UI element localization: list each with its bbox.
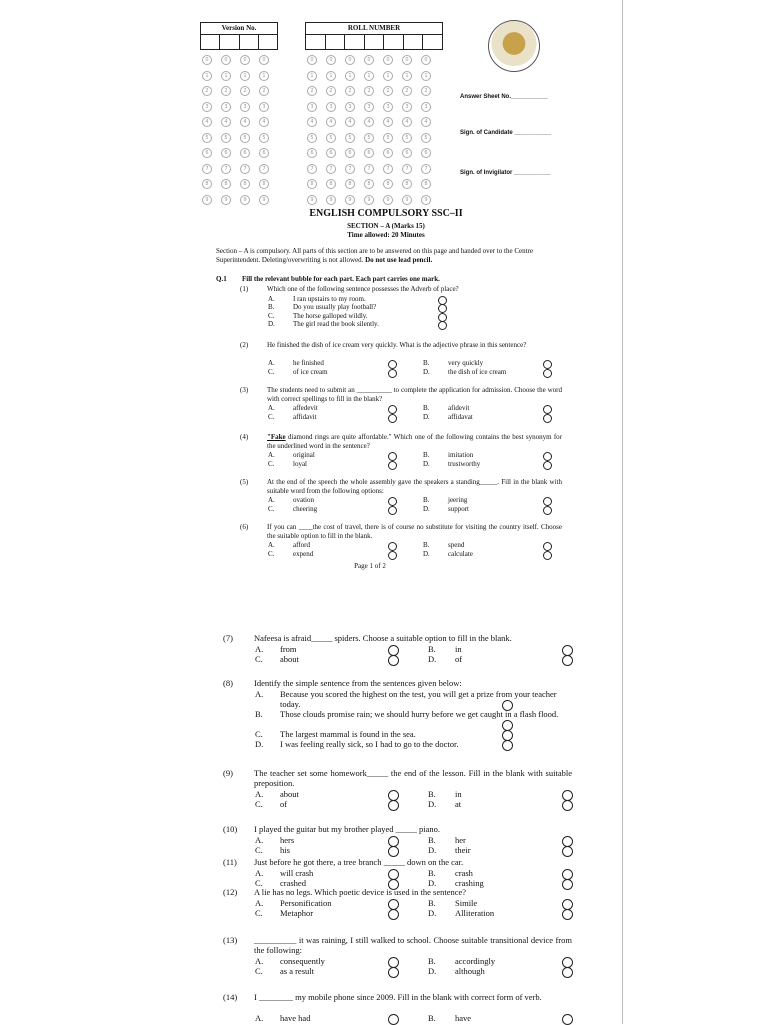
option-letter: D. xyxy=(428,654,437,664)
answer-bubble[interactable] xyxy=(562,846,573,857)
digit-bubble[interactable]: 2 xyxy=(240,86,250,96)
digit-bubble[interactable]: 9 xyxy=(364,195,374,205)
option-letter: A. xyxy=(268,496,275,504)
option-letter: C. xyxy=(268,459,275,468)
digit-bubble[interactable]: 6 xyxy=(326,148,336,158)
answer-bubble[interactable] xyxy=(388,506,397,515)
q1-instruction: Fill the relevant bubble for each part. Each part carries one mark. xyxy=(242,275,440,283)
digit-bubble[interactable]: 9 xyxy=(326,195,336,205)
question-number: (4) xyxy=(240,433,249,441)
option-text: I ran upstairs to my room. xyxy=(293,294,366,303)
digit-bubble[interactable]: 2 xyxy=(402,86,412,96)
digit-bubble[interactable]: 8 xyxy=(364,179,374,189)
digit-bubble[interactable]: 9 xyxy=(421,195,431,205)
digit-bubble[interactable]: 8 xyxy=(202,179,212,189)
answer-bubble[interactable] xyxy=(543,461,552,470)
option-text: about xyxy=(280,654,299,664)
question-text: I ________ my mobile phone since 2009. Fill in the blank with correct form of verb. xyxy=(254,992,542,1002)
question-number: (14) xyxy=(223,992,238,1002)
option-text: loyal xyxy=(293,459,307,468)
digit-bubble[interactable]: 0 xyxy=(202,55,212,65)
option-text: Personification xyxy=(280,898,332,908)
question-text: At the end of the speech the whole assembly gave the speakers a standing_____. Fill in the blank with suitable word from the following options: xyxy=(267,478,562,495)
option-letter: B. xyxy=(428,956,436,966)
digit-bubble[interactable]: 5 xyxy=(402,133,412,143)
answer-bubble[interactable] xyxy=(388,551,397,560)
answer-bubble[interactable] xyxy=(388,909,399,920)
digit-bubble[interactable]: 5 xyxy=(421,133,431,143)
digit-bubble[interactable]: 5 xyxy=(326,133,336,143)
option-text: of ice cream xyxy=(293,367,328,376)
option-text: of xyxy=(280,799,288,809)
option-text: Because you scored the highest on the test, you will get a prize from your teacher today. xyxy=(280,689,557,709)
digit-bubble[interactable]: 7 xyxy=(345,164,355,174)
option-letter: A. xyxy=(255,898,264,908)
option-letter: C. xyxy=(255,845,263,855)
digit-bubble[interactable]: 6 xyxy=(364,148,374,158)
option-letter: C. xyxy=(255,966,263,976)
question-number: (6) xyxy=(240,523,249,531)
option-text: expend xyxy=(293,549,314,558)
digit-bubble[interactable]: 2 xyxy=(421,86,431,96)
option-letter: C. xyxy=(255,729,263,739)
question-number: (10) xyxy=(223,824,238,834)
board-seal-logo xyxy=(488,20,540,72)
option-letter: D. xyxy=(423,504,430,513)
option-text: Do you usually play football? xyxy=(293,303,377,311)
digit-bubble[interactable]: 3 xyxy=(345,102,355,112)
option-text: imitation xyxy=(448,451,474,459)
option-letter: C. xyxy=(255,908,263,918)
digit-bubble[interactable]: 6 xyxy=(221,148,231,158)
option-text: although xyxy=(455,966,485,976)
digit-bubble[interactable]: 6 xyxy=(202,148,212,158)
digit-bubble[interactable]: 4 xyxy=(240,117,250,127)
option-letter: B. xyxy=(423,451,430,459)
option-text: in xyxy=(455,644,462,654)
answer-bubble[interactable] xyxy=(543,551,552,560)
option-text: ovation xyxy=(293,496,314,504)
digit-bubble[interactable]: 5 xyxy=(202,133,212,143)
question-number: (11) xyxy=(223,857,237,867)
digit-bubble[interactable]: 5 xyxy=(307,133,317,143)
digit-bubble[interactable]: 2 xyxy=(221,86,231,96)
digit-bubble[interactable]: 4 xyxy=(326,117,336,127)
answer-bubble[interactable] xyxy=(543,405,552,414)
option-letter: D. xyxy=(428,908,437,918)
answer-bubble[interactable] xyxy=(388,655,399,666)
digit-bubble[interactable]: 8 xyxy=(240,179,250,189)
option-text: afford xyxy=(293,541,310,549)
answer-bubble[interactable] xyxy=(502,740,513,751)
digit-bubble[interactable]: 0 xyxy=(326,55,336,65)
digit-bubble[interactable]: 7 xyxy=(402,164,412,174)
option-letter: B. xyxy=(423,496,430,504)
digit-bubble[interactable]: 0 xyxy=(259,55,269,65)
question-number: (7) xyxy=(223,633,233,643)
option-text: about xyxy=(280,789,299,799)
option-letter: A. xyxy=(268,404,275,412)
option-letter: C. xyxy=(268,412,275,421)
digit-bubble[interactable]: 1 xyxy=(345,71,355,81)
digit-bubble[interactable]: 9 xyxy=(345,195,355,205)
digit-bubble[interactable]: 8 xyxy=(326,179,336,189)
digit-bubble[interactable]: 2 xyxy=(383,86,393,96)
digit-bubble[interactable]: 1 xyxy=(402,71,412,81)
answer-bubble[interactable] xyxy=(562,1014,573,1025)
option-text: he finished xyxy=(293,359,324,367)
digit-bubble[interactable]: 0 xyxy=(240,55,250,65)
digit-bubble[interactable]: 1 xyxy=(307,71,317,81)
option-letter: B. xyxy=(268,303,275,311)
option-text: affidavit xyxy=(293,412,317,421)
digit-bubble[interactable]: 5 xyxy=(345,133,355,143)
option-letter: A. xyxy=(255,956,264,966)
digit-bubble[interactable]: 9 xyxy=(240,195,250,205)
digit-bubble[interactable]: 1 xyxy=(221,71,231,81)
digit-bubble[interactable]: 9 xyxy=(221,195,231,205)
digit-bubble[interactable]: 2 xyxy=(326,86,336,96)
option-text: affidavat xyxy=(448,412,473,421)
answer-bubble[interactable] xyxy=(562,655,573,666)
option-letter: D. xyxy=(423,412,430,421)
answer-bubble[interactable] xyxy=(562,909,573,920)
digit-bubble[interactable]: 3 xyxy=(326,102,336,112)
digit-bubble[interactable]: 3 xyxy=(202,102,212,112)
option-letter: C. xyxy=(268,367,275,376)
option-text: Simile xyxy=(455,898,478,908)
option-letter: D. xyxy=(268,320,275,328)
answer-bubble[interactable] xyxy=(543,497,552,506)
digit-bubble[interactable]: 7 xyxy=(326,164,336,174)
option-letter: B. xyxy=(428,644,436,654)
option-letter: B. xyxy=(423,541,430,549)
version-number-box xyxy=(200,22,278,50)
option-text: cheering xyxy=(293,504,318,513)
digit-bubble[interactable]: 4 xyxy=(345,117,355,127)
option-text: I was feeling really sick, so I had to go to the doctor. xyxy=(280,739,459,749)
question-number: (2) xyxy=(240,341,249,349)
option-text: hers xyxy=(280,835,295,845)
option-text: at xyxy=(455,799,462,809)
digit-bubble[interactable]: 0 xyxy=(364,55,374,65)
option-letter: B. xyxy=(428,898,436,908)
digit-bubble[interactable]: 6 xyxy=(421,148,431,158)
digit-bubble[interactable]: 9 xyxy=(402,195,412,205)
option-text: the dish of ice cream xyxy=(448,367,507,376)
digit-bubble[interactable]: 4 xyxy=(259,117,269,127)
option-letter: D. xyxy=(423,549,430,558)
digit-bubble[interactable]: 3 xyxy=(383,102,393,112)
question-number: (12) xyxy=(223,887,238,897)
option-letter: A. xyxy=(255,789,264,799)
digit-bubble[interactable]: 1 xyxy=(240,71,250,81)
digit-bubble[interactable]: 4 xyxy=(383,117,393,127)
option-letter: B. xyxy=(423,359,430,367)
option-letter: C. xyxy=(268,549,275,558)
digit-bubble[interactable]: 3 xyxy=(221,102,231,112)
option-letter: B. xyxy=(428,1013,436,1023)
question-number: (8) xyxy=(223,678,233,688)
digit-bubble[interactable]: 1 xyxy=(383,71,393,81)
option-letter: B. xyxy=(428,789,436,799)
digit-bubble[interactable]: 3 xyxy=(240,102,250,112)
option-letter: A. xyxy=(255,689,264,699)
question-text: Which one of the following sentence possesses the Adverb of place? xyxy=(267,285,459,293)
roll-number-box xyxy=(305,22,443,50)
option-text: support xyxy=(448,504,469,513)
option-text: accordingly xyxy=(455,956,496,966)
digit-bubble[interactable]: 4 xyxy=(202,117,212,127)
option-text: crashing xyxy=(455,878,484,888)
answer-bubble[interactable] xyxy=(388,542,397,551)
digit-bubble[interactable]: 3 xyxy=(402,102,412,112)
digit-bubble[interactable]: 4 xyxy=(221,117,231,127)
option-letter: D. xyxy=(423,367,430,376)
digit-bubble[interactable]: 8 xyxy=(307,179,317,189)
digit-bubble[interactable]: 8 xyxy=(345,179,355,189)
option-text: The horse galloped wildly. xyxy=(293,311,368,320)
digit-bubble[interactable]: 0 xyxy=(402,55,412,65)
answer-bubble[interactable] xyxy=(543,360,552,369)
answer-bubble[interactable] xyxy=(543,369,552,378)
digit-bubble[interactable]: 2 xyxy=(345,86,355,96)
answer-bubble[interactable] xyxy=(438,321,447,330)
digit-bubble[interactable]: 9 xyxy=(202,195,212,205)
digit-bubble[interactable]: 0 xyxy=(383,55,393,65)
answer-sheet-page-2 xyxy=(150,598,623,1024)
answer-bubble[interactable] xyxy=(388,405,397,414)
option-text: affedevit xyxy=(293,404,318,412)
option-text: her xyxy=(455,835,466,845)
answer-bubble[interactable] xyxy=(388,497,397,506)
option-letter: C. xyxy=(255,654,263,664)
question-text: I played the guitar but my brother played _____ piano. xyxy=(254,824,441,834)
option-text: very quickly xyxy=(448,359,484,367)
answer-bubble[interactable] xyxy=(388,800,399,811)
digit-bubble[interactable]: 9 xyxy=(307,195,317,205)
option-text: Those clouds promise rain; we should hurry before we get caught in a flash flood. xyxy=(280,709,559,719)
option-letter: A. xyxy=(268,451,275,459)
option-text: calculate xyxy=(448,549,473,558)
digit-bubble[interactable]: 6 xyxy=(240,148,250,158)
option-letter: A. xyxy=(268,541,275,549)
option-letter: C. xyxy=(268,311,275,320)
option-text: his xyxy=(280,845,290,855)
option-letter: D. xyxy=(428,799,437,809)
digit-bubble[interactable]: 7 xyxy=(202,164,212,174)
option-text: crash xyxy=(455,868,473,878)
option-letter: D. xyxy=(428,878,437,888)
digit-bubble[interactable]: 0 xyxy=(421,55,431,65)
option-text: spend xyxy=(448,541,465,549)
option-text: of xyxy=(455,654,463,664)
option-text: original xyxy=(293,451,315,459)
option-letter: D. xyxy=(255,739,264,749)
digit-bubble[interactable]: 8 xyxy=(221,179,231,189)
invigilator-signature: Sign. of Invigilator ___________ xyxy=(460,170,551,176)
option-text: from xyxy=(280,644,297,654)
question-text: If you can ____the cost of travel, there is of course no substitute for visiting the country itself. Choose the suitable option to fill in the blank. xyxy=(267,523,562,540)
digit-bubble[interactable]: 6 xyxy=(345,148,355,158)
digit-bubble[interactable]: 7 xyxy=(221,164,231,174)
option-letter: D. xyxy=(423,459,430,468)
instructions: Section – A is compulsory. All parts of this section are to be answered on this page and handed over to the Centre Superintendent. Deleting/overwriting is not allowed. Do not use lead pencil. xyxy=(216,247,534,264)
digit-bubble[interactable]: 8 xyxy=(259,179,269,189)
question-number: (1) xyxy=(240,285,249,293)
option-letter: D. xyxy=(428,966,437,976)
digit-bubble[interactable]: 1 xyxy=(421,71,431,81)
digit-bubble[interactable]: 3 xyxy=(364,102,374,112)
answer-bubble[interactable] xyxy=(388,1014,399,1025)
answer-bubble[interactable] xyxy=(543,452,552,461)
option-letter: B. xyxy=(423,404,430,412)
digit-bubble[interactable]: 0 xyxy=(307,55,317,65)
digit-bubble[interactable]: 8 xyxy=(383,179,393,189)
digit-bubble[interactable]: 2 xyxy=(307,86,317,96)
question-number: (9) xyxy=(223,768,233,778)
option-text: in xyxy=(455,789,462,799)
section-heading: SECTION – A (Marks 15) xyxy=(347,222,425,230)
digit-bubble[interactable]: 6 xyxy=(383,148,393,158)
roll-number-label: ROLL NUMBER xyxy=(306,23,442,35)
candidate-signature: Sign. of Candidate ___________ xyxy=(460,130,552,136)
version-label: Version No. xyxy=(201,23,277,35)
answer-bubble[interactable] xyxy=(543,414,552,423)
digit-bubble[interactable]: 1 xyxy=(364,71,374,81)
option-letter: A. xyxy=(255,644,264,654)
option-text: crashed xyxy=(280,878,306,888)
option-text: trustworthy xyxy=(448,459,481,468)
question-text: "Fake diamond rings are quite affordable." Which one of the following contains the best synonym for the underlined word in the sentence? xyxy=(267,433,562,450)
digit-bubble[interactable]: 3 xyxy=(307,102,317,112)
answer-sheet-number: Answer Sheet No.___________ xyxy=(460,94,548,100)
question-number: (13) xyxy=(223,935,238,945)
question-text: Just before he got there, a tree branch _____ down on the car. xyxy=(254,857,464,867)
digit-bubble[interactable]: 3 xyxy=(259,102,269,112)
question-number: (3) xyxy=(240,386,249,394)
option-text: Alliteration xyxy=(455,908,495,918)
option-letter: C. xyxy=(268,504,275,513)
question-text: Nafeesa is afraid_____ spiders. Choose a suitable option to fill in the blank. xyxy=(254,633,512,643)
option-letter: C. xyxy=(255,799,263,809)
digit-bubble[interactable]: 6 xyxy=(402,148,412,158)
digit-bubble[interactable]: 7 xyxy=(421,164,431,174)
digit-bubble[interactable]: 9 xyxy=(259,195,269,205)
question-text: Identify the simple sentence from the sentences given below: xyxy=(254,678,462,688)
digit-bubble[interactable]: 3 xyxy=(421,102,431,112)
option-letter: B. xyxy=(428,868,436,878)
digit-bubble[interactable]: 7 xyxy=(383,164,393,174)
answer-bubble[interactable] xyxy=(388,846,399,857)
option-text: their xyxy=(455,845,471,855)
option-letter: A. xyxy=(255,835,264,845)
digit-bubble[interactable]: 7 xyxy=(259,164,269,174)
q1-number: Q.1 xyxy=(216,275,227,283)
option-text: The largest mammal is found in the sea. xyxy=(280,729,416,739)
digit-bubble[interactable]: 4 xyxy=(307,117,317,127)
answer-bubble[interactable] xyxy=(388,967,399,978)
question-text: A lie has no legs. Which poetic device is used in the sentence? xyxy=(254,887,467,897)
digit-bubble[interactable]: 5 xyxy=(221,133,231,143)
digit-bubble[interactable]: 1 xyxy=(202,71,212,81)
answer-bubble[interactable] xyxy=(543,542,552,551)
digit-bubble[interactable]: 2 xyxy=(202,86,212,96)
option-letter: A. xyxy=(255,868,264,878)
question-text: He finished the dish of ice cream very quickly. What is the adjective phrase in this sentence? xyxy=(267,341,527,349)
digit-bubble[interactable]: 1 xyxy=(259,71,269,81)
answer-bubble[interactable] xyxy=(388,452,397,461)
question-number: (5) xyxy=(240,478,249,486)
option-text: afidevit xyxy=(448,404,470,412)
digit-bubble[interactable]: 7 xyxy=(307,164,317,174)
digit-bubble[interactable]: 1 xyxy=(326,71,336,81)
answer-bubble[interactable] xyxy=(562,967,573,978)
digit-bubble[interactable]: 4 xyxy=(402,117,412,127)
option-letter: D. xyxy=(428,845,437,855)
digit-bubble[interactable]: 7 xyxy=(240,164,250,174)
option-text: have xyxy=(455,1013,472,1023)
digit-bubble[interactable]: 9 xyxy=(383,195,393,205)
option-letter: B. xyxy=(255,709,263,719)
option-text: consequently xyxy=(280,956,325,966)
option-text: jeering xyxy=(448,496,468,504)
answer-bubble[interactable] xyxy=(562,800,573,811)
option-text: The girl read the book silently. xyxy=(293,320,379,328)
digit-bubble[interactable]: 5 xyxy=(364,133,374,143)
question-text: The teacher set some homework_____ the end of the lesson. Fill in the blank with suitable preposition. xyxy=(254,768,572,788)
answer-sheet-page-1 xyxy=(150,0,623,598)
page-1-footer: Page 1 of 2 xyxy=(354,562,386,570)
digit-bubble[interactable]: 7 xyxy=(364,164,374,174)
digit-bubble[interactable]: 5 xyxy=(383,133,393,143)
answer-bubble[interactable] xyxy=(388,360,397,369)
digit-bubble[interactable]: 0 xyxy=(221,55,231,65)
option-text: will crash xyxy=(280,868,314,878)
option-letter: A. xyxy=(255,1013,264,1023)
digit-bubble[interactable]: 5 xyxy=(240,133,250,143)
option-letter: A. xyxy=(268,359,275,367)
option-letter: B. xyxy=(428,835,436,845)
digit-bubble[interactable]: 2 xyxy=(259,86,269,96)
digit-bubble[interactable]: 0 xyxy=(345,55,355,65)
digit-bubble[interactable]: 4 xyxy=(421,117,431,127)
option-text: as a result xyxy=(280,966,314,976)
option-letter: C. xyxy=(255,878,263,888)
answer-bubble[interactable] xyxy=(388,369,397,378)
time-allowed: Time allowed: 20 Minutes xyxy=(347,231,425,239)
digit-bubble[interactable]: 2 xyxy=(364,86,374,96)
option-text: have had xyxy=(280,1013,311,1023)
digit-bubble[interactable]: 6 xyxy=(307,148,317,158)
digit-bubble[interactable]: 5 xyxy=(259,133,269,143)
answer-bubble[interactable] xyxy=(388,414,397,423)
digit-bubble[interactable]: 4 xyxy=(364,117,374,127)
digit-bubble[interactable]: 8 xyxy=(402,179,412,189)
option-letter: A. xyxy=(268,294,275,303)
answer-bubble[interactable] xyxy=(388,461,397,470)
exam-title: ENGLISH COMPULSORY SSC–II xyxy=(309,208,463,219)
question-text: The students need to submit an __________ to complete the application for admission. Choose the word with correct spellings to fill in the blank? xyxy=(267,386,562,403)
option-text: Metaphor xyxy=(280,908,314,918)
question-text: __________ it was raining, I still walked to school. Choose suitable transitional device from the following: xyxy=(254,935,572,955)
answer-bubble[interactable] xyxy=(543,506,552,515)
digit-bubble[interactable]: 6 xyxy=(259,148,269,158)
digit-bubble[interactable]: 8 xyxy=(421,179,431,189)
